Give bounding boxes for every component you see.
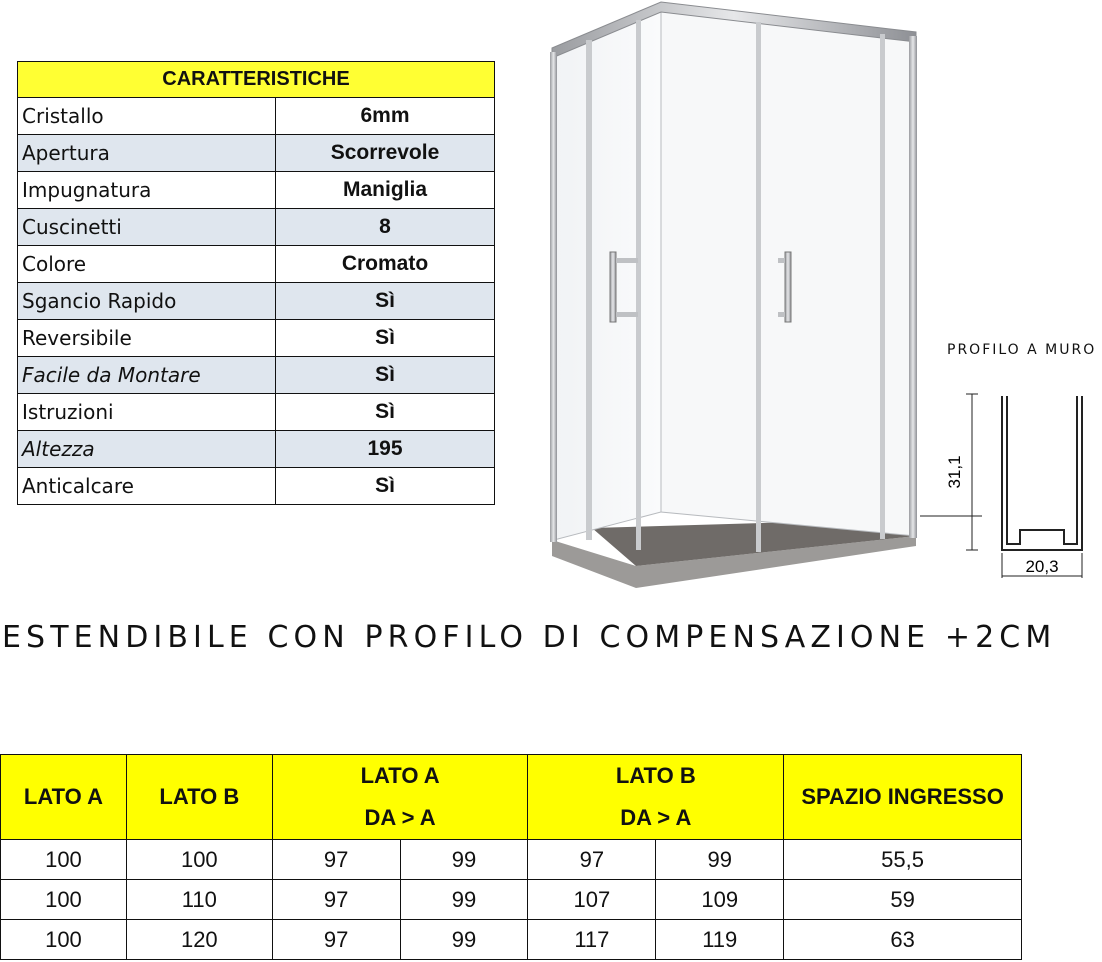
row-value: Sì bbox=[276, 468, 495, 505]
table-row bbox=[18, 135, 495, 172]
cell: 99 bbox=[656, 840, 784, 880]
features-header: CARATTERISTICHE bbox=[18, 62, 495, 98]
table-row bbox=[18, 431, 495, 468]
dimensions-table bbox=[0, 754, 1022, 960]
cell: 109 bbox=[656, 880, 784, 920]
table-row bbox=[1, 840, 1022, 880]
row-value: Maniglia bbox=[276, 172, 495, 209]
row-value: 8 bbox=[276, 209, 495, 246]
row-value: Scorrevole bbox=[276, 135, 495, 172]
row-label: Colore bbox=[18, 246, 276, 283]
row-label: Reversibile bbox=[18, 320, 276, 357]
features-table bbox=[17, 61, 495, 505]
wall-profile-diagram bbox=[920, 338, 1102, 583]
table-row bbox=[1, 880, 1022, 920]
cell: 120 bbox=[126, 920, 272, 960]
table-row bbox=[18, 394, 495, 431]
row-value: Sì bbox=[276, 320, 495, 357]
cell: 117 bbox=[528, 920, 656, 960]
header-lato-b: LATO B bbox=[126, 755, 272, 840]
cell: 97 bbox=[528, 840, 656, 880]
row-label: Anticalcare bbox=[18, 468, 276, 505]
table-row bbox=[18, 320, 495, 357]
table-row bbox=[18, 357, 495, 394]
table-row bbox=[18, 172, 495, 209]
cell: 99 bbox=[400, 840, 528, 880]
cell: 100 bbox=[1, 840, 127, 880]
table-row bbox=[18, 209, 495, 246]
header-range-b-bottom: DA > A bbox=[528, 797, 784, 840]
cell: 59 bbox=[784, 880, 1022, 920]
row-value: 195 bbox=[276, 431, 495, 468]
header-range-b-top: LATO B bbox=[528, 755, 784, 798]
row-label: Istruzioni bbox=[18, 394, 276, 431]
table-row bbox=[18, 283, 495, 320]
cell: 99 bbox=[400, 880, 528, 920]
cell: 100 bbox=[1, 880, 127, 920]
handle-right-icon bbox=[785, 252, 791, 322]
profile-title: PROFILO A MURO bbox=[947, 342, 1097, 358]
profile-height-label: 31,1 bbox=[945, 455, 964, 489]
header-range-a-top: LATO A bbox=[272, 755, 528, 798]
header-lato-a: LATO A bbox=[1, 755, 127, 840]
profile-width-label: 20,3 bbox=[1025, 557, 1059, 576]
row-value: Cromato bbox=[276, 246, 495, 283]
row-label: Impugnatura bbox=[18, 172, 276, 209]
cell: 97 bbox=[272, 840, 400, 880]
cell: 97 bbox=[272, 920, 400, 960]
row-label: Cristallo bbox=[18, 98, 276, 135]
handle-left-icon bbox=[610, 252, 616, 322]
row-label: Apertura bbox=[18, 135, 276, 172]
table-row bbox=[18, 246, 495, 283]
headline: ESTENDIBILE CON PROFILO DI COMPENSAZIONE +2CM bbox=[2, 620, 1057, 655]
row-label: Facile da Montare bbox=[18, 357, 276, 394]
shower-enclosure-illustration bbox=[546, 0, 926, 595]
header-spazio-ingresso: SPAZIO INGRESSO bbox=[784, 755, 1022, 840]
row-label: Altezza bbox=[18, 431, 276, 468]
row-value: Sì bbox=[276, 283, 495, 320]
cell: 97 bbox=[272, 880, 400, 920]
row-value: 6mm bbox=[276, 98, 495, 135]
cell: 100 bbox=[126, 840, 272, 880]
table-row bbox=[18, 468, 495, 505]
row-value: Sì bbox=[276, 394, 495, 431]
table-row bbox=[18, 98, 495, 135]
row-value: Sì bbox=[276, 357, 495, 394]
cell: 107 bbox=[528, 880, 656, 920]
row-label: Sgancio Rapido bbox=[18, 283, 276, 320]
cell: 99 bbox=[400, 920, 528, 960]
cell: 55,5 bbox=[784, 840, 1022, 880]
table-row bbox=[1, 920, 1022, 960]
cell: 100 bbox=[1, 920, 127, 960]
cell: 63 bbox=[784, 920, 1022, 960]
cell: 119 bbox=[656, 920, 784, 960]
header-range-a-bottom: DA > A bbox=[272, 797, 528, 840]
row-label: Cuscinetti bbox=[18, 209, 276, 246]
cell: 110 bbox=[126, 880, 272, 920]
